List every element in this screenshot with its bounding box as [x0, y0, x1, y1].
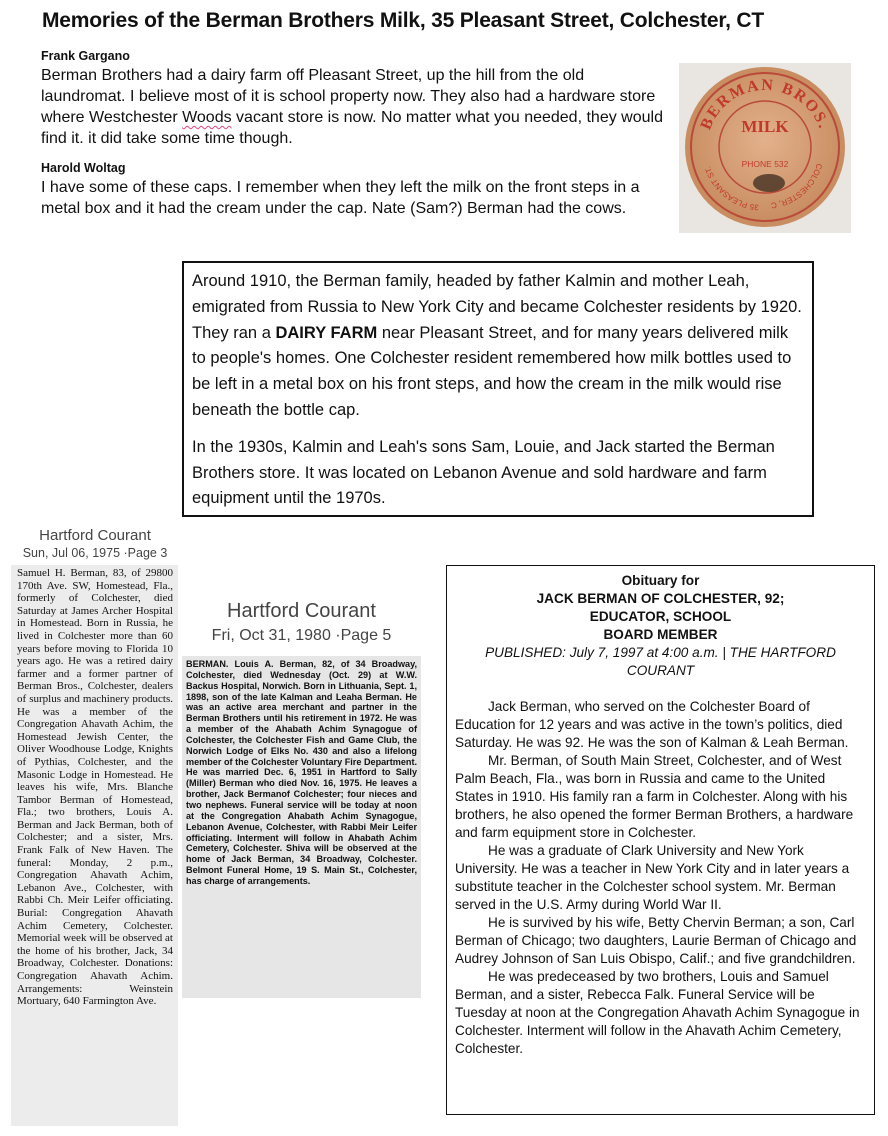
obituary-label: Obituary for	[621, 573, 700, 588]
cap-face	[691, 73, 839, 221]
obituary-paragraph: Jack Berman, who served on the Colchester Board of Education for 12 years and was active in the town’s politics, died Saturday. He was 92. He was the son of Kalman & Leah Berman.	[455, 699, 849, 750]
memory-text-part: vacant store is now. No matter what you needed, they would find it. it did take some time though.	[41, 109, 663, 147]
memory-author-frank: Frank Gargano	[41, 49, 130, 63]
memory-text-part: Berman Brothers had a dairy farm off Pleasant Street, up the hill from the old laundromat. I believe most of it is school property now. They also had a hardware store where Westchester	[41, 67, 656, 126]
summary-text: near Pleasant Street, and for many years delivered milk to people's homes. One Colchester resident remembered how milk bottles used to be left in a metal box on his front steps, and how the cream in the milk would rise beneath the bottle cap.	[192, 323, 792, 419]
obituary-header	[455, 572, 866, 680]
clipping-2-body: Louis A. Berman, 82, of 34 Broadway, Colchester, died Wednesday (Oct. 29) at W.W. Backus Hospital, Norwich. Born in Lithuania, Sept. 1, 1898, son of the late Kalman and Leaha Berman. He was an active area merchant and partner in the Berman Brothers until his retirement in 1972. He was a member of the Ahabath Achim Synagogue of Colchester, the Colchester Fish and Game Club, the Norwich Lodge of Elks No. 430 and also a lifelong member of the Colchester Voluntary Fire Department. He was married Dec. 6, 1951 in Hartford to Sally (Miller) Berman who died Nov. 16, 1975. He leaves a brother, Jack Bermanof Colchester; four nieces and two nephews. Funeral service will be today at noon at the Congregation Ahabath Achim Synagogue, Lebanon Avenue, Colchester, with Rabbi Meir Leifer officiating. Interment will follow in Ahabath Achim Cemetery, Colchester. Shiva will be observed at the home of Jack Berman, 34 Broadway, Colchester. Belmont Funeral Home, 19 S. Main St., Colchester, has charge of arrangements.	[186, 659, 417, 886]
cap-right-text: COLCHESTER, C	[770, 162, 824, 211]
obituary-published: PUBLISHED: July 7, 1997 at 4:00 a.m. | THE HARTFORD COURANT	[485, 645, 836, 678]
clipping-1-date: Sun, Jul 06, 1975 ·Page 3	[22, 546, 168, 560]
clipping-1-text: Samuel H. Berman, 83, of 29800 170th Ave. SW, Homestead, Fla., formerly of Colchester, died Saturday at James Archer Hospital in Homestead. Born in Russia, he lived in Colchester more than 60 years before moving to Florida 10 years ago. He was a retired dairy farmer and a former partner of Berman Bros., Colchester, dealers of surplus and machinery products. He was a member of the Congregation Ahavath Achim, the Homestead Jewish Center, the Oliver Woodhouse Lodge, Knights of Pythias, Colchester, and the Masonic Lodge in Homestead. He leaves his wife, Mrs. Blanche Tambor Berman of Homestead, Fla.; two brothers, Louis A. Berman and Jack Berman, both of Colchester; and a sister, Mrs. Frank Falk of New Haven. The funeral: Monday, 2 p.m., Congregation Ahavath Achim, Lebanon Ave., Colchester, with Rabbi Ch. Meir Leifer officiating. Burial: Congregation Ahavath Achim Cemetery, Colchester. Memorial week will be observed at the home of his brother, Jack, 34 Broadway, Colchester. Donations: Congregation Ahavath Achim. Arrangements: Weinstein Mortuary, 640 Farmington Ave.	[11, 565, 178, 1126]
clipping-2-paper: Hartford Courant	[227, 600, 376, 622]
clipping-2-lead: BERMAN.	[186, 659, 229, 669]
cap-top-text: BERMAN BROS.	[697, 76, 833, 133]
obituary-name: JACK BERMAN OF COLCHESTER, 92;	[536, 591, 785, 606]
summary-paragraph-2: In the 1930s, Kalmin and Leah's sons Sam, Louie, and Jack started the Berman Brothers store. It was located on Lebanon Avenue and sold hardware and farm equipment until the 1970s.	[192, 437, 775, 508]
cap-phone-text: PHONE 532	[741, 159, 789, 169]
clipping-2-text	[182, 656, 421, 998]
clipping-1-paper: Hartford Courant	[39, 527, 151, 544]
milk-cap-photo	[679, 63, 851, 233]
memory-author-harold: Harold Woltag	[41, 161, 126, 175]
obituary-box	[446, 565, 875, 1115]
summary-paragraph-1	[192, 269, 802, 424]
cap-stain	[753, 174, 785, 192]
milk-cap-graphic	[679, 63, 851, 233]
obituary-paragraph: He was a graduate of Clark University and New York University. He was a teacher in New York City and in later years a substitute teacher in the Colchester school system. Mr. Berman served in the U.S. Army during World War II.	[455, 843, 850, 912]
cap-left-text: 35 PLEASANT ST.	[703, 165, 760, 212]
cap-center-text: MILK	[741, 117, 789, 136]
obituary-paragraph: He is survived by his wife, Betty Chervin Berman; a son, Carl Berman of Chicago; two daughters, Laurie Berman of Chicago and Audrey Johnson of San Luis Obispo, Calif.; and five grandchildren.	[455, 915, 857, 966]
clipping-2-date: Fri, Oct 31, 1980 ·Page 5	[211, 627, 392, 644]
summary-box	[182, 261, 814, 517]
memory-text-harold: I have some of these caps. I remember when they left the milk on the front steps in a metal box and it had the cream under the cap. Nate (Sam?) Berman had the cows.	[41, 179, 640, 217]
obituary-role-2: BOARD MEMBER	[603, 627, 718, 642]
summary-bold-text: DAIRY FARM	[275, 323, 378, 342]
obituary-paragraph: Mr. Berman, of South Main Street, Colchester, and of West Palm Beach, Fla., was born in Russia and came to the United States in 1910. His family ran a farm in Colchester. Along with his brothers, he also opened the former Berman Brothers, a hardware and farm equipment store in Colchester.	[455, 753, 854, 840]
obituary-paragraph: He was predeceased by two brothers, Louis and Samuel Berman, and a sister, Rebecca Falk. Funeral Service will be Tuesday at noon at the Congregation Ahavath Achim Synagogue in Colchester. Interment will follow in the Ahavath Achim Cemetery, Colchester.	[455, 969, 860, 1056]
obituary-role-1: EDUCATOR, SCHOOL	[589, 609, 732, 624]
obituary-body	[455, 698, 866, 1058]
memory-text-frank	[41, 65, 671, 149]
page-title: Memories of the Berman Brothers Milk, 35 Pleasant Street, Colchester, CT	[42, 9, 764, 32]
summary-text: Around 1910, the Berman family, headed by father Kalmin and mother Leah, emigrated from Russia to New York City and became Colchester residents by 1920. They ran a	[192, 272, 802, 342]
underlined-word: Woods	[182, 109, 232, 126]
